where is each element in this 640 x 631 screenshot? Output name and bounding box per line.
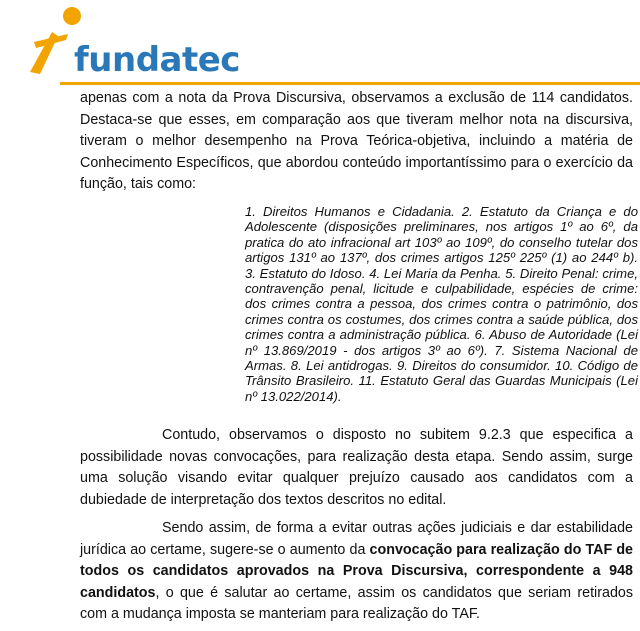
suggestion-bold-text: convocação para realização do TAF de todos os candidatos aprovados na Prova Discursiva, correspondente a 948 candidatos xyxy=(80,541,633,601)
fundatec-logo xyxy=(22,6,240,80)
logo-wordmark: fundatec xyxy=(74,40,240,80)
header-divider xyxy=(60,82,640,85)
paragraph-suggestion xyxy=(80,518,633,626)
suggestion-text-start: Sendo assim, de forma a evitar outras ações judiciais e dar estabilidade jurídica ao certame, sugere-se o aumento da xyxy=(80,520,633,558)
paragraph-subitem: Contudo, observamos o disposto no subitem 9.2.3 que especifica a possibilidade novas convocações, para realização desta etapa. Sendo assim, surge uma solução visando evitar qualquer prejuízo causado aos candidatos com a dubiedade de interpretação dos textos descritos no edital. xyxy=(80,427,633,508)
paragraph-exclusion: apenas com a nota da Prova Discursiva, observamos a exclusão de 114 candidatos. Destaca-se que esses, em comparação aos que tiveram melhor nota na discursiva, tiveram o melhor desempenho na Prova Teórica-objetiva, incluindo a matéria de Conhecimento Específicos, que abordou conteúdo importantíssimo para o exercício da função, tais como: xyxy=(80,90,633,193)
document-header xyxy=(0,0,640,86)
suggestion-text-end: , o que é salutar ao certame, assim os candidatos que seriam retirados com a mudança imposta se manteriam para realização do TAF. xyxy=(80,584,633,623)
quoted-syllabus-list: 1. Direitos Humanos e Cidadania. 2. Estatuto da Criança e do Adolescente (disposições preliminares, nos artigos 1º ao 6º, da pratica do ato infracional art 103º ao 109º, do conselho tutelar dos artigos 131º ao 137º, dos crimes artigos 125º 225º (1) ao 244º b). 3. Estatuto do Idoso. 4. Lei Maria da Penha. 5. Direito Penal: crime, contravenção penal, licitude e culpabilidade, espécies de crime: dos crimes contra a pessoa, dos crimes contra o patrimônio, dos crimes contra os costumes, dos crimes contra a saúde pública, dos crimes contra a administração pública. 6. Abuso de Autoridade (Lei nº 13.869/2019 - dos artigos 3º ao 6º). 7. Sistema Nacional de Armas. 8. Lei antidrogas. 9. Direitos do consumidor. 10. Código de Trânsito Brasileiro. 11. Estatuto Geral das Guardas Municipais (Lei nº 13.022/2014). xyxy=(245,204,638,404)
logo-figure-icon xyxy=(22,6,82,78)
